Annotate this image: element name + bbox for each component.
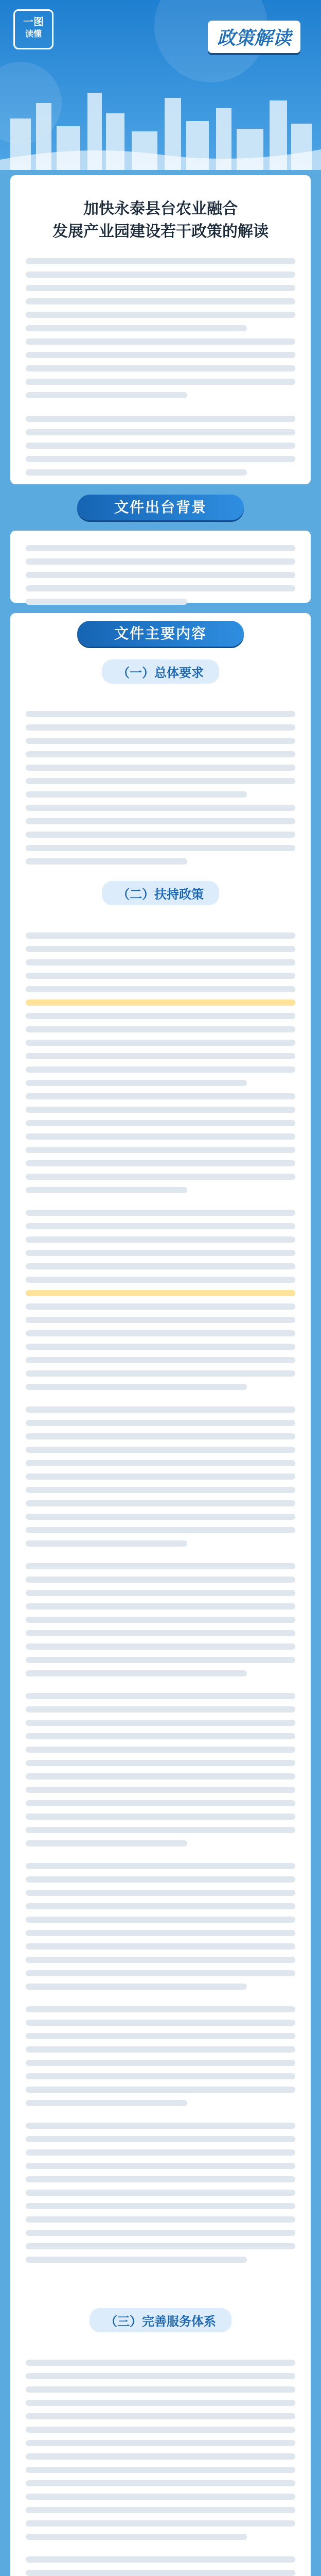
support-policies-placeholder: [26, 933, 295, 2270]
intro-card: [10, 175, 311, 484]
subhead-support-policies: （二）扶持政策: [102, 881, 219, 905]
skyline-illustration: [0, 82, 321, 170]
background-text-placeholder: [26, 545, 295, 605]
logo-line-1: 一图: [23, 15, 44, 28]
subhead-service-system: （三）完善服务体系: [90, 2308, 231, 2332]
document-title-line-2: 发展产业园建设若干政策的解读: [52, 222, 269, 241]
logo: [13, 9, 53, 49]
intro-text-placeholder: [26, 258, 295, 476]
document-title: [26, 198, 295, 243]
main-content-card: [10, 613, 311, 2576]
subhead-general-requirements: （一）总体要求: [102, 659, 219, 684]
document-title-line-1: 加快永泰县台农业融合: [83, 200, 238, 218]
service-system-placeholder: [26, 2360, 295, 2576]
general-requirements-placeholder: [26, 711, 295, 872]
logo-line-2: 读懂: [25, 29, 42, 39]
background-card: [10, 531, 311, 603]
section-banner-background: 文件出台背景: [77, 495, 244, 520]
header-banner: [0, 0, 321, 170]
header-tag: 政策解读: [208, 21, 300, 53]
section-banner-main: 文件主要内容: [77, 621, 244, 647]
